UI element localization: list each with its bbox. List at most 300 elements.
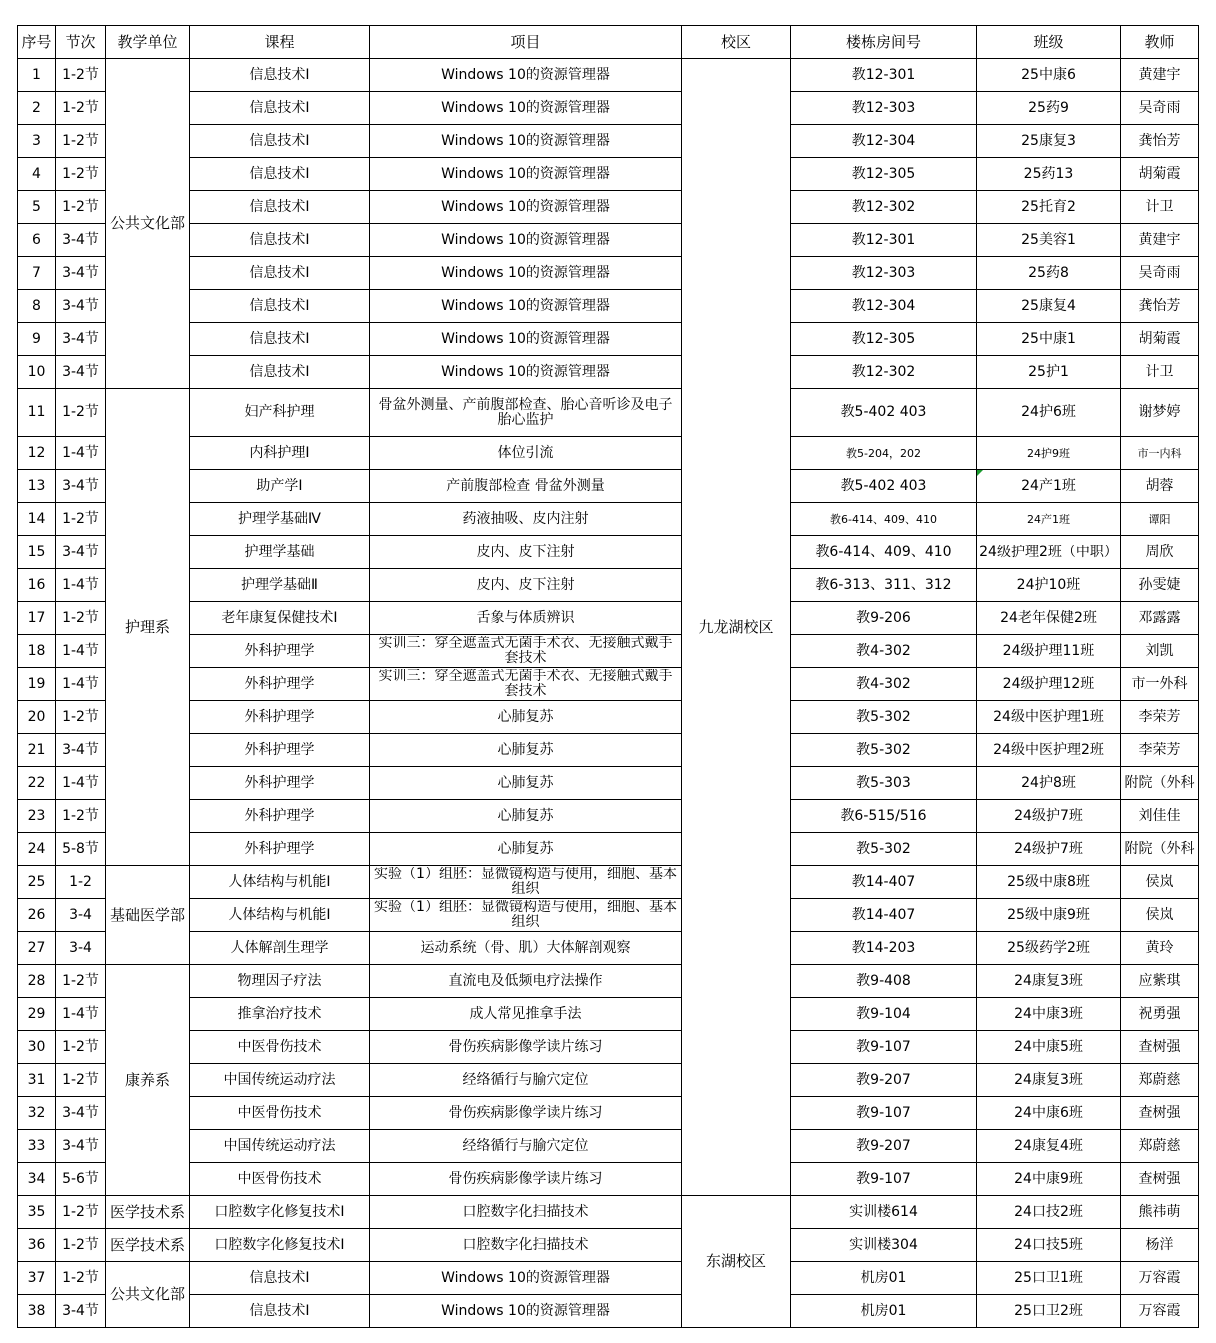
project-cell: 口腔数字化扫描技术	[370, 1229, 682, 1262]
room-cell: 教12-305	[791, 158, 977, 191]
header-cell: 教师	[1121, 26, 1199, 59]
room-cell: 教12-304	[791, 125, 977, 158]
room-cell: 教6-414、409、410	[791, 536, 977, 569]
teacher-cell: 附院（外科	[1121, 767, 1199, 800]
period-cell: 1-2节	[56, 701, 106, 734]
table-row	[18, 1130, 1199, 1163]
period-cell: 1-2节	[56, 125, 106, 158]
course-cell: 外科护理学	[190, 833, 370, 866]
teacher-cell: 查树强	[1121, 1163, 1199, 1196]
project-cell: 心肺复苏	[370, 767, 682, 800]
row-number-cell: 27	[18, 932, 56, 965]
period-cell: 1-4节	[56, 635, 106, 668]
project-cell: 骨盆外测量、产前腹部检查、胎心音听诊及电子胎心监护	[370, 389, 682, 437]
room-cell: 教9-207	[791, 1064, 977, 1097]
row-number-cell: 10	[18, 356, 56, 389]
table-row	[18, 1295, 1199, 1328]
class-cell: 24级中医护理2班	[977, 734, 1121, 767]
project-cell: Windows 10的资源管理器	[370, 191, 682, 224]
table-row	[18, 899, 1199, 932]
table-row	[18, 224, 1199, 257]
teaching-unit-cell: 公共文化部	[106, 59, 190, 389]
header-row	[18, 26, 1199, 59]
project-cell: 皮内、皮下注射	[370, 536, 682, 569]
period-cell: 5-8节	[56, 833, 106, 866]
class-cell: 24老年保健2班	[977, 602, 1121, 635]
room-cell: 教14-203	[791, 932, 977, 965]
course-cell: 护理学基础	[190, 536, 370, 569]
room-cell: 教12-303	[791, 257, 977, 290]
row-number-cell: 29	[18, 998, 56, 1031]
class-cell: 25中康6	[977, 59, 1121, 92]
teacher-cell: 应紫琪	[1121, 965, 1199, 998]
course-cell: 信息技术Ⅰ	[190, 59, 370, 92]
teacher-cell: 万容霞	[1121, 1295, 1199, 1328]
campus-cell: 东湖校区	[682, 1196, 791, 1328]
course-cell: 助产学I	[190, 470, 370, 503]
room-cell: 教14-407	[791, 866, 977, 899]
row-number-cell: 26	[18, 899, 56, 932]
course-cell: 人体结构与机能Ⅰ	[190, 899, 370, 932]
table-row	[18, 1163, 1199, 1196]
room-cell: 教12-305	[791, 323, 977, 356]
row-number-cell: 38	[18, 1295, 56, 1328]
teacher-cell: 查树强	[1121, 1097, 1199, 1130]
table-row	[18, 503, 1199, 536]
project-cell: Windows 10的资源管理器	[370, 323, 682, 356]
room-cell: 教9-206	[791, 602, 977, 635]
table-row	[18, 833, 1199, 866]
teacher-cell: 查树强	[1121, 1031, 1199, 1064]
table-row	[18, 1262, 1199, 1295]
class-cell: 24产1班	[977, 470, 1121, 503]
header-cell: 课程	[190, 26, 370, 59]
class-cell: 24康复4班	[977, 1130, 1121, 1163]
period-cell: 3-4节	[56, 323, 106, 356]
period-cell: 1-2节	[56, 59, 106, 92]
row-number-cell: 18	[18, 635, 56, 668]
course-cell: 物理因子疗法	[190, 965, 370, 998]
project-cell-text: 实训三：穿全遮盖式无菌手术衣、无接触式戴手套技术	[378, 636, 673, 666]
table-row	[18, 92, 1199, 125]
table-row	[18, 965, 1199, 998]
course-cell: 中国传统运动疗法	[190, 1064, 370, 1097]
teacher-cell: 黄玲	[1121, 932, 1199, 965]
teacher-cell: 刘凯	[1121, 635, 1199, 668]
project-cell-text: 实训三：穿全遮盖式无菌手术衣、无接触式戴手套技术	[378, 669, 673, 699]
room-cell: 教12-302	[791, 356, 977, 389]
course-cell: 信息技术Ⅰ	[190, 92, 370, 125]
period-cell: 3-4节	[56, 356, 106, 389]
teacher-cell: 胡菊霞	[1121, 323, 1199, 356]
class-cell: 25护1	[977, 356, 1121, 389]
row-number-cell: 22	[18, 767, 56, 800]
header-cell: 楼栋房间号	[791, 26, 977, 59]
teacher-cell: 邓露露	[1121, 602, 1199, 635]
teacher-cell: 市一外科	[1121, 668, 1199, 701]
row-number-cell: 8	[18, 290, 56, 323]
class-cell: 24护9班	[977, 437, 1121, 470]
teacher-cell: 李荣芳	[1121, 701, 1199, 734]
class-cell: 25口卫2班	[977, 1295, 1121, 1328]
teaching-unit-cell: 医学技术系	[106, 1196, 190, 1229]
project-cell: 骨伤疾病影像学读片练习	[370, 1031, 682, 1064]
room-cell: 教12-302	[791, 191, 977, 224]
room-cell: 教9-107	[791, 1097, 977, 1130]
teacher-cell: 郑蔚慈	[1121, 1130, 1199, 1163]
period-cell: 3-4节	[56, 1097, 106, 1130]
teacher-cell: 谭阳	[1121, 503, 1199, 536]
row-number-cell: 1	[18, 59, 56, 92]
class-cell: 25药13	[977, 158, 1121, 191]
row-number-cell: 35	[18, 1196, 56, 1229]
period-cell: 3-4	[56, 932, 106, 965]
class-cell: 24级护理11班	[977, 635, 1121, 668]
period-cell: 1-2节	[56, 503, 106, 536]
class-cell: 24康复3班	[977, 1064, 1121, 1097]
project-cell: 皮内、皮下注射	[370, 569, 682, 602]
table-row	[18, 356, 1199, 389]
period-cell: 1-4节	[56, 668, 106, 701]
row-number-cell: 20	[18, 701, 56, 734]
comment-marker-icon	[977, 470, 983, 476]
room-cell: 教4-302	[791, 635, 977, 668]
period-cell: 5-6节	[56, 1163, 106, 1196]
class-cell: 25康复3	[977, 125, 1121, 158]
table-row	[18, 998, 1199, 1031]
course-cell: 信息技术Ⅰ	[190, 224, 370, 257]
teacher-cell: 吴奇雨	[1121, 92, 1199, 125]
teacher-cell: 祝勇强	[1121, 998, 1199, 1031]
class-cell: 25药9	[977, 92, 1121, 125]
class-cell: 24中康5班	[977, 1031, 1121, 1064]
row-number-cell: 7	[18, 257, 56, 290]
table-row	[18, 668, 1199, 701]
table-row	[18, 635, 1199, 668]
room-cell: 机房01	[791, 1262, 977, 1295]
table-row	[18, 1031, 1199, 1064]
period-cell: 3-4节	[56, 470, 106, 503]
row-number-cell: 19	[18, 668, 56, 701]
class-cell	[977, 536, 1121, 569]
project-cell: 骨伤疾病影像学读片练习	[370, 1163, 682, 1196]
table-body	[18, 59, 1199, 1328]
row-number-cell: 34	[18, 1163, 56, 1196]
project-cell: 药液抽吸、皮内注射	[370, 503, 682, 536]
table-row	[18, 290, 1199, 323]
project-cell: Windows 10的资源管理器	[370, 290, 682, 323]
table-row	[18, 800, 1199, 833]
header-cell: 项目	[370, 26, 682, 59]
period-cell: 1-2节	[56, 191, 106, 224]
period-cell: 1-2节	[56, 1031, 106, 1064]
header-cell: 序号	[18, 26, 56, 59]
course-cell: 人体解剖生理学	[190, 932, 370, 965]
project-cell: 成人常见推拿手法	[370, 998, 682, 1031]
row-number-cell: 6	[18, 224, 56, 257]
table-row	[18, 257, 1199, 290]
course-cell: 信息技术Ⅰ	[190, 257, 370, 290]
class-cell: 24护6班	[977, 389, 1121, 437]
course-cell: 中医骨伤技术	[190, 1163, 370, 1196]
room-cell: 教12-303	[791, 92, 977, 125]
period-cell: 3-4节	[56, 257, 106, 290]
room-cell: 教4-302	[791, 668, 977, 701]
period-cell: 1-2节	[56, 389, 106, 437]
course-cell: 信息技术Ⅰ	[190, 323, 370, 356]
room-cell: 教9-408	[791, 965, 977, 998]
class-cell: 24护10班	[977, 569, 1121, 602]
row-number-cell: 21	[18, 734, 56, 767]
row-number-cell: 14	[18, 503, 56, 536]
teacher-cell: 计卫	[1121, 356, 1199, 389]
project-cell	[370, 899, 682, 932]
room-cell: 教6-515/516	[791, 800, 977, 833]
row-number-cell: 17	[18, 602, 56, 635]
class-cell: 24康复3班	[977, 965, 1121, 998]
room-cell: 教12-301	[791, 224, 977, 257]
teacher-cell: 郑蔚慈	[1121, 1064, 1199, 1097]
class-cell: 25级中康8班	[977, 866, 1121, 899]
period-cell: 1-2	[56, 866, 106, 899]
course-cell: 人体结构与机能Ⅰ	[190, 866, 370, 899]
project-cell: 心肺复苏	[370, 833, 682, 866]
course-cell: 外科护理学	[190, 767, 370, 800]
period-cell: 3-4节	[56, 1295, 106, 1328]
course-cell: 老年康复保健技术Ⅰ	[190, 602, 370, 635]
table-row	[18, 158, 1199, 191]
teacher-cell: 谢梦婷	[1121, 389, 1199, 437]
teacher-cell: 胡蓉	[1121, 470, 1199, 503]
project-cell: 心肺复苏	[370, 701, 682, 734]
project-cell: Windows 10的资源管理器	[370, 59, 682, 92]
teaching-unit-cell: 康养系	[106, 965, 190, 1196]
period-cell: 1-4节	[56, 569, 106, 602]
room-cell: 教14-407	[791, 899, 977, 932]
project-cell	[370, 635, 682, 668]
table-row	[18, 536, 1199, 569]
teaching-unit-cell: 护理系	[106, 389, 190, 866]
course-cell: 中医骨伤技术	[190, 1097, 370, 1130]
course-cell: 信息技术Ⅰ	[190, 1295, 370, 1328]
table-row	[18, 323, 1199, 356]
room-cell: 教5-302	[791, 833, 977, 866]
table-row	[18, 767, 1199, 800]
room-cell: 教9-107	[791, 1163, 977, 1196]
row-number-cell: 36	[18, 1229, 56, 1262]
teaching-unit-cell: 基础医学部	[106, 866, 190, 965]
teacher-cell: 周欣	[1121, 536, 1199, 569]
table-row	[18, 437, 1199, 470]
course-cell: 信息技术Ⅰ	[190, 356, 370, 389]
class-cell: 25药8	[977, 257, 1121, 290]
room-cell: 教5-302	[791, 701, 977, 734]
period-cell: 3-4节	[56, 290, 106, 323]
teacher-cell: 吴奇雨	[1121, 257, 1199, 290]
teacher-cell: 胡菊霞	[1121, 158, 1199, 191]
period-cell: 1-2节	[56, 1196, 106, 1229]
project-cell: 体位引流	[370, 437, 682, 470]
table-row	[18, 734, 1199, 767]
class-cell: 24口技2班	[977, 1196, 1121, 1229]
course-cell: 外科护理学	[190, 635, 370, 668]
period-cell: 1-2节	[56, 92, 106, 125]
course-cell: 中国传统运动疗法	[190, 1130, 370, 1163]
room-cell: 教9-107	[791, 1031, 977, 1064]
project-cell: 产前腹部检查 骨盆外测量	[370, 470, 682, 503]
period-cell: 1-2节	[56, 158, 106, 191]
table-row	[18, 1064, 1199, 1097]
teacher-cell: 孙雯婕	[1121, 569, 1199, 602]
header-cell: 教学单位	[106, 26, 190, 59]
course-cell: 外科护理学	[190, 668, 370, 701]
row-number-cell: 9	[18, 323, 56, 356]
project-cell: 经络循行与腧穴定位	[370, 1064, 682, 1097]
room-cell: 教6-313、311、312	[791, 569, 977, 602]
table-row	[18, 1229, 1199, 1262]
project-cell	[370, 866, 682, 899]
table-row	[18, 389, 1199, 437]
room-cell: 实训楼304	[791, 1229, 977, 1262]
course-cell: 外科护理学	[190, 800, 370, 833]
class-cell: 24中康9班	[977, 1163, 1121, 1196]
room-cell: 教5-402 403	[791, 389, 977, 437]
table-row	[18, 1196, 1199, 1229]
room-cell: 教5-402 403	[791, 470, 977, 503]
row-number-cell: 11	[18, 389, 56, 437]
row-number-cell: 28	[18, 965, 56, 998]
course-cell: 信息技术Ⅰ	[190, 191, 370, 224]
course-cell: 护理学基础Ⅳ	[190, 503, 370, 536]
row-number-cell: 13	[18, 470, 56, 503]
row-number-cell: 24	[18, 833, 56, 866]
room-cell: 教9-207	[791, 1130, 977, 1163]
class-cell: 24口技5班	[977, 1229, 1121, 1262]
table-row	[18, 932, 1199, 965]
room-cell: 教5-302	[791, 734, 977, 767]
course-cell: 外科护理学	[190, 701, 370, 734]
class-cell: 24中康3班	[977, 998, 1121, 1031]
room-cell: 实训楼614	[791, 1196, 977, 1229]
project-cell: 直流电及低频电疗法操作	[370, 965, 682, 998]
class-cell: 25口卫1班	[977, 1262, 1121, 1295]
row-number-cell: 12	[18, 437, 56, 470]
teacher-cell: 侯岚	[1121, 866, 1199, 899]
row-number-cell: 5	[18, 191, 56, 224]
course-cell: 推拿治疗技术	[190, 998, 370, 1031]
table-row	[18, 125, 1199, 158]
course-cell: 外科护理学	[190, 734, 370, 767]
project-cell: 心肺复苏	[370, 734, 682, 767]
teacher-cell: 杨洋	[1121, 1229, 1199, 1262]
class-cell: 25级中康9班	[977, 899, 1121, 932]
project-cell: 口腔数字化扫描技术	[370, 1196, 682, 1229]
project-cell: Windows 10的资源管理器	[370, 257, 682, 290]
project-cell: Windows 10的资源管理器	[370, 158, 682, 191]
period-cell: 1-2节	[56, 1229, 106, 1262]
project-cell: 舌象与体质辨识	[370, 602, 682, 635]
project-cell	[370, 668, 682, 701]
table-row	[18, 1097, 1199, 1130]
room-cell: 教9-104	[791, 998, 977, 1031]
class-cell: 24级中医护理1班	[977, 701, 1121, 734]
teacher-cell: 刘佳佳	[1121, 800, 1199, 833]
course-cell: 信息技术Ⅰ	[190, 1262, 370, 1295]
period-cell: 3-4节	[56, 734, 106, 767]
header-cell: 节次	[56, 26, 106, 59]
row-number-cell: 25	[18, 866, 56, 899]
project-cell-text: 实验（1）组胚：显微镜构造与使用，细胞、基本组织	[374, 900, 677, 930]
table-row	[18, 866, 1199, 899]
teacher-cell: 黄建宇	[1121, 59, 1199, 92]
class-cell: 24产1班	[977, 503, 1121, 536]
room-cell: 教12-304	[791, 290, 977, 323]
course-cell: 信息技术Ⅰ	[190, 158, 370, 191]
class-cell: 25中康1	[977, 323, 1121, 356]
table-row	[18, 602, 1199, 635]
teaching-unit-cell: 公共文化部	[106, 1262, 190, 1328]
header-cell: 校区	[682, 26, 791, 59]
schedule-table	[17, 25, 1199, 1328]
teacher-cell: 附院（外科	[1121, 833, 1199, 866]
row-number-cell: 37	[18, 1262, 56, 1295]
period-cell: 1-2节	[56, 1064, 106, 1097]
row-number-cell: 15	[18, 536, 56, 569]
project-cell: Windows 10的资源管理器	[370, 224, 682, 257]
class-cell: 25康复4	[977, 290, 1121, 323]
row-number-cell: 32	[18, 1097, 56, 1130]
period-cell: 1-2节	[56, 800, 106, 833]
project-cell-text: 实验（1）组胚：显微镜构造与使用，细胞、基本组织	[374, 867, 677, 897]
campus-cell: 九龙湖校区	[682, 59, 791, 1196]
room-cell: 教12-301	[791, 59, 977, 92]
row-number-cell: 23	[18, 800, 56, 833]
course-cell: 中医骨伤技术	[190, 1031, 370, 1064]
row-number-cell: 4	[18, 158, 56, 191]
teacher-cell: 市一内科	[1121, 437, 1199, 470]
class-cell: 24级护7班	[977, 800, 1121, 833]
table-row	[18, 191, 1199, 224]
project-cell: 骨伤疾病影像学读片练习	[370, 1097, 682, 1130]
project-cell: Windows 10的资源管理器	[370, 125, 682, 158]
teacher-cell: 熊祎萌	[1121, 1196, 1199, 1229]
project-cell: Windows 10的资源管理器	[370, 356, 682, 389]
room-cell: 机房01	[791, 1295, 977, 1328]
class-cell-text: 24级护理2班（中职）	[979, 544, 1118, 560]
class-cell: 24护8班	[977, 767, 1121, 800]
course-cell: 护理学基础Ⅱ	[190, 569, 370, 602]
course-cell: 妇产科护理	[190, 389, 370, 437]
period-cell: 1-2节	[56, 602, 106, 635]
teacher-cell: 万容霞	[1121, 1262, 1199, 1295]
table-row	[18, 470, 1199, 503]
project-cell: Windows 10的资源管理器	[370, 1295, 682, 1328]
period-cell: 1-2节	[56, 965, 106, 998]
teacher-cell: 侯岚	[1121, 899, 1199, 932]
teaching-unit-cell: 医学技术系	[106, 1229, 190, 1262]
project-cell: 心肺复苏	[370, 800, 682, 833]
course-cell: 信息技术Ⅰ	[190, 290, 370, 323]
course-cell: 口腔数字化修复技术I	[190, 1229, 370, 1262]
period-cell: 1-4节	[56, 437, 106, 470]
table-row	[18, 569, 1199, 602]
course-cell: 口腔数字化修复技术I	[190, 1196, 370, 1229]
period-cell: 1-4节	[56, 998, 106, 1031]
class-cell: 25托育2	[977, 191, 1121, 224]
project-cell: 运动系统（骨、肌）大体解剖观察	[370, 932, 682, 965]
header-cell: 班级	[977, 26, 1121, 59]
class-cell: 24级护7班	[977, 833, 1121, 866]
